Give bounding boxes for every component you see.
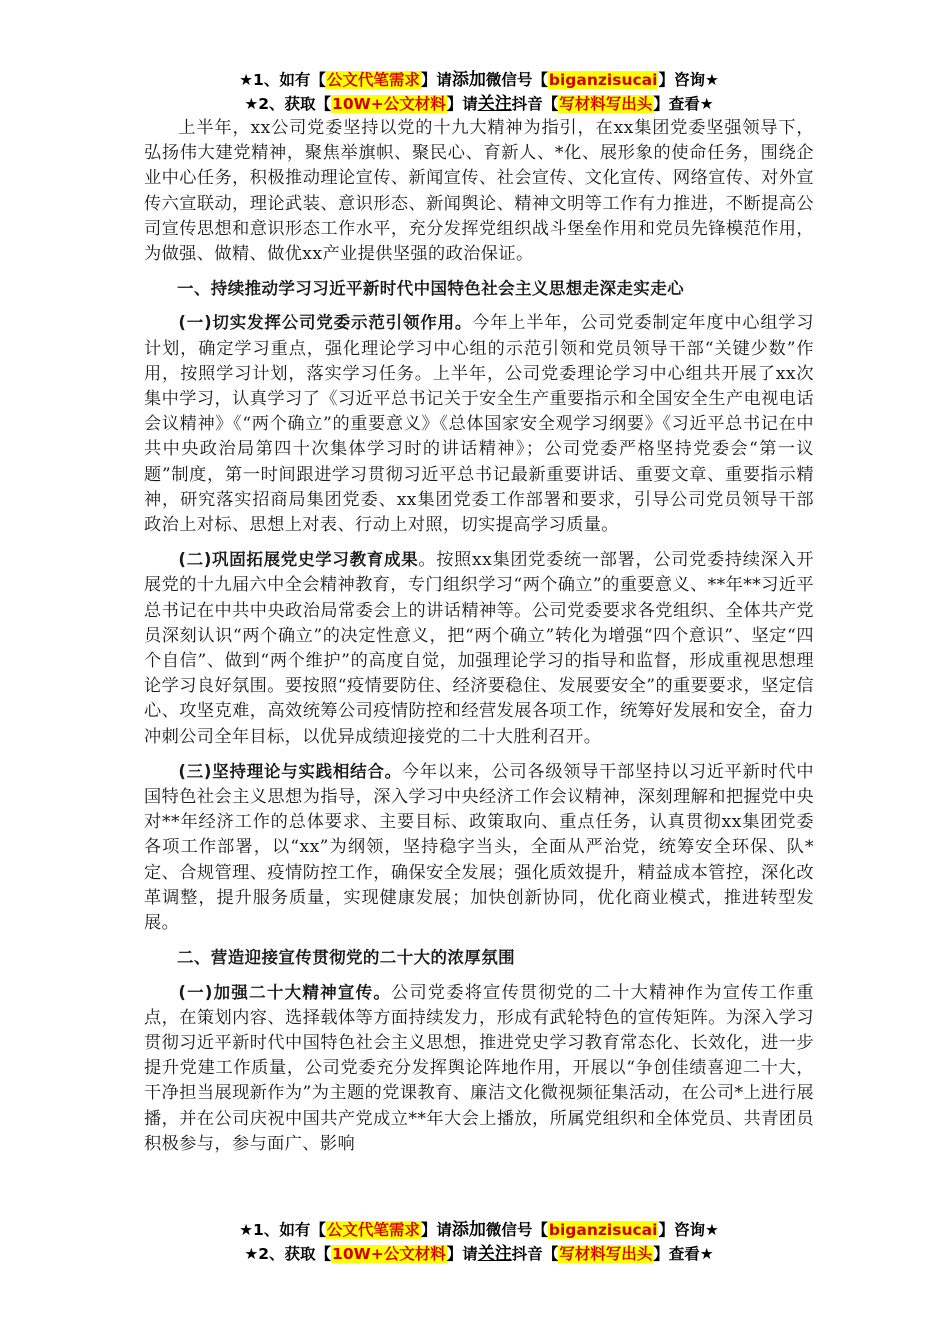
banner-text: 】咨询★ <box>658 71 719 89</box>
banner-emphasis: 关注 <box>477 94 512 114</box>
banner-text: 抖音【 <box>511 95 559 113</box>
banner-text: 2、获取【 <box>258 95 332 113</box>
document-page <box>144 68 814 1157</box>
star-icon: ★ <box>239 71 254 89</box>
banner-text: 1、如有【 <box>253 71 326 89</box>
banner-line-2 <box>144 92 814 116</box>
banner-text: 】请 <box>420 71 452 89</box>
banner-text: 】查看★ <box>653 95 714 113</box>
paragraph-3 <box>144 759 814 936</box>
paragraph-text: 今年以来，公司各级领导干部坚持以习近平新时代中国特色社会主义思想为指导，深入学习中央经济工作会议精神，深刻理解和把握党中央对**年经济工作的总体要求、主要目标、政策取向、重点任务，认真贯彻xx集团党委各项工作部署，以“xx”为纲领，坚持稳字当头，全面从严治党，统筹安全环保、队*定、合规管理、疫情防控工作，确保安全发展；强化质效提升，精益成本管控，深化改革调整，提升服务质量，实现健康发展；加快创新协同，优化商业模式，推进转型发展。 <box>144 761 815 934</box>
highlight-text: 10W+公文材料 <box>332 95 446 113</box>
paragraph-2 <box>144 547 814 750</box>
wechat-id: biganzisucai <box>548 1221 658 1239</box>
paragraph-4 <box>144 980 814 1157</box>
banner-text: 】请 <box>446 95 478 113</box>
document-body <box>144 116 814 1157</box>
section-heading-1: 一、持续推动学习习近平新时代中国特色社会主义思想走深走实走心 <box>177 279 684 299</box>
paragraph-text: 。按照xx集团党委统一部署，公司党委持续深入开展党的十九届六中全会精神教育，专门组织学习“两个确立”的重要意义、**年**习近平总书记在中共中央政治局常委会上的讲话精神等。公司党委要求各党组织、全体共产党员深刻认识“两个确立”的决定性意义，把“两个确立”转化为增强“四个意识”、坚定“四个自信”、做到“两个维护”的高度自觉，加强理论学习的指导和监督，形成重视思想理论学习良好氛围。要按照“疫情要防住、经济要稳住、发展要安全”的重要要求，坚定信心、攻坚克难，高效统筹公司疫情防控和经营发展各项工作，统筹好发展和安全，奋力冲刺公司全年目标，以优异成绩迎接党的二十大胜利召开。 <box>144 550 814 747</box>
banner-text: 】请 <box>420 1221 452 1239</box>
banner-text: 】咨询★ <box>658 1221 719 1239</box>
banner-emphasis: 关注 <box>477 1244 512 1264</box>
star-icon: ★ <box>244 1245 259 1263</box>
paragraph-text: 公司党委将宣传贯彻党的二十大精神作为宣传工作重点，在策划内容、选择载体等方面持续发力，形成有武轮特色的宣传矩阵。为深入学习贯彻习近平新时代中国特色社会主义思想，推进党史学习教育常态化、长效化，进一步提升党建工作质量，公司党委充分发挥舆论阵地作用，开展以“争创佳绩喜迎二十大，干净担当展现新作为”为主题的党课教育、廉洁文化微视频征集活动，在公司*上进行展播，并在公司庆祝中国共产党成立**年大会上播放，所属党组织和全体党员、共青团员积极参与，参与面广、影响 <box>144 982 814 1154</box>
section-heading-2: 二、营造迎接宣传贯彻党的二十大的浓厚氛围 <box>177 948 515 968</box>
star-icon: ★ <box>244 95 259 113</box>
banner-text: 抖音【 <box>511 1245 559 1263</box>
banner-text: 微信号【 <box>485 1221 548 1239</box>
highlight-text: 公文代笔需求 <box>326 71 420 89</box>
banner-text: 】请 <box>446 1245 478 1263</box>
banner-emphasis: 添加 <box>451 1220 486 1240</box>
banner-emphasis: 添加 <box>451 70 486 90</box>
banner-text: 2、获取【 <box>258 1245 332 1263</box>
footer-banner <box>144 1218 814 1266</box>
banner-text: 微信号【 <box>485 71 548 89</box>
banner-line-1 <box>144 1218 814 1242</box>
paragraph-lead: (三)坚持理论与实践相结合。 <box>178 761 402 781</box>
highlight-text: 公文代笔需求 <box>326 1221 420 1239</box>
banner-text: 1、如有【 <box>253 1221 326 1239</box>
douyin-account: 写材料写出头 <box>559 1245 653 1263</box>
paragraph-1 <box>144 310 814 538</box>
banner-text: 】查看★ <box>653 1245 714 1263</box>
paragraph-text: 今年上半年，公司党委制定年度中心组学习计划，确定学习重点，强化理论学习中心组的示范引领和党员领导干部“关键少数”作用，按照学习计划，落实学习任务。上半年，公司党委理论学习中心组共开展了xx次集中学习，认真学习了《习近平总书记关于安全生产重要指示和全国安全生产电视电话会议精神》《“两个确立”的重要意义》《总体国家安全观学习纲要》《习近平总书记在中共中央政治局第四十次集体学习时的讲话精神》；公司党委严格坚持党委会“第一议题”制度，第一时间跟进学习贯彻习近平总书记最新重要讲话、重要文章、重要指示精神，研究落实招商局集团党委、xx集团党委工作部署和要求，引导公司党员领导干部政治上对标、思想上对表、行动上对照，切实提高学习质量。 <box>144 313 814 536</box>
douyin-account: 写材料写出头 <box>559 95 653 113</box>
paragraph-lead: (一)切实发挥公司党委示范引领作用。 <box>178 313 473 333</box>
banner-line-2 <box>144 1242 814 1266</box>
header-banner <box>144 68 814 116</box>
paragraph-lead: (二)巩固拓展党史学习教育成果 <box>178 550 419 570</box>
intro-paragraph: 上半年，xx公司党委坚持以党的十九大精神为指引，在xx集团党委坚强领导下，弘扬伟大建党精神，聚焦举旗帜、聚民心、育新人、*化、展形象的使命任务，围绕企业中心任务，积极推动理论宣传、新闻宣传、社会宣传、文化宣传、网络宣传、对外宣传六宣联动，理论武装、意识形态、新闻舆论、精神文明等工作有力推进，不断提高公司宣传思想和意识形态工作水平，充分发挥党组织战斗堡垒作用和党员先锋模范作用，为做强、做精、做优xx产业提供坚强的政治保证。 <box>144 118 814 265</box>
paragraph-lead: (一)加强二十大精神宣传。 <box>178 982 392 1002</box>
wechat-id: biganzisucai <box>548 71 658 89</box>
banner-line-1 <box>144 68 814 92</box>
highlight-text: 10W+公文材料 <box>332 1245 446 1263</box>
star-icon: ★ <box>239 1221 254 1239</box>
